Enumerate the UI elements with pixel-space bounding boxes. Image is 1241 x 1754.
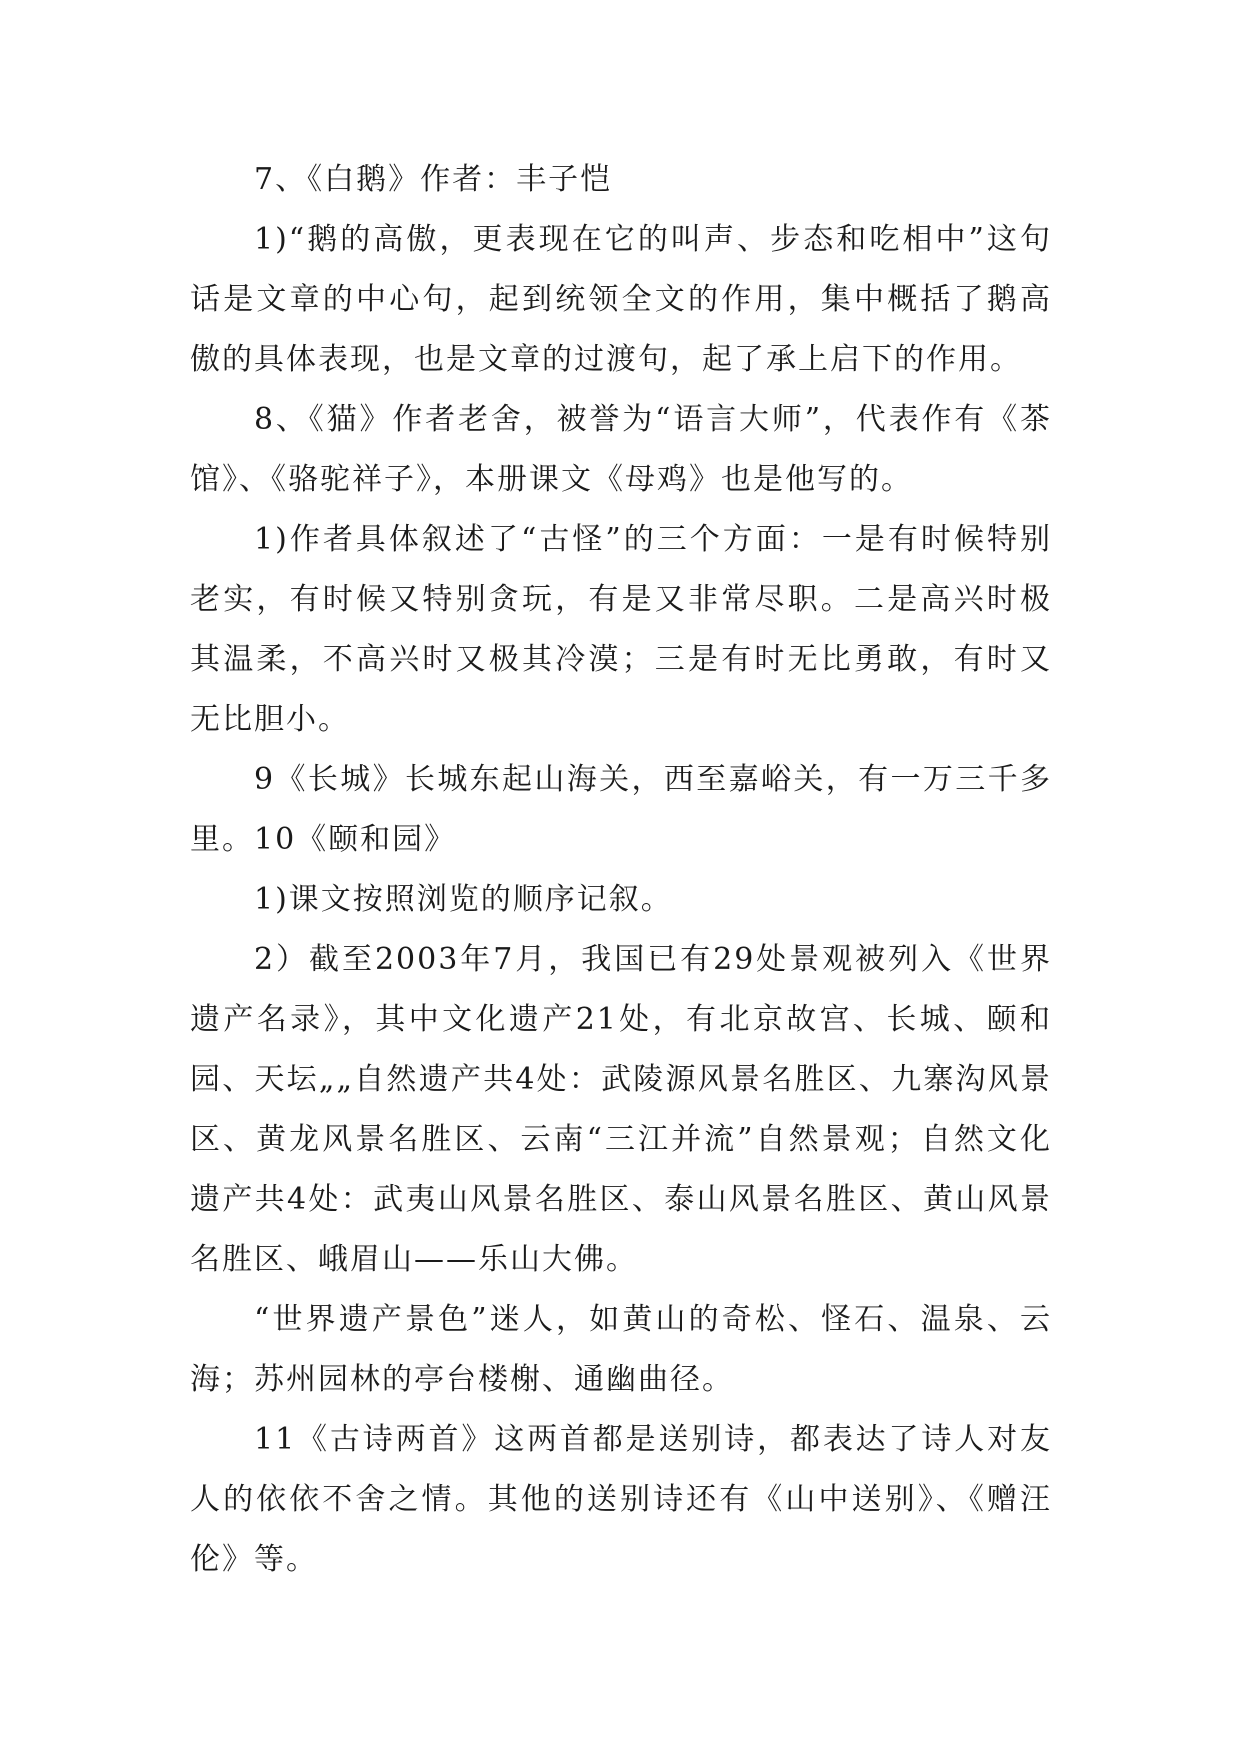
paragraph-world-heritage-scenery: “世界遗产景色”迷人，如黄山的奇松、怪石、温泉、云海；苏州园林的亭台楼榭、通幽曲径。 [190,1302,1052,1397]
paragraph-summer-palace-order: 1)课文按照浏览的顺序记叙。 [254,882,673,917]
paragraph-ancient-poems: 11《古诗两首》这两首都是送别诗，都表达了诗人对友人的依依不舍之情。其他的送别诗还有《山中送别》、《赠汪伦》等。 [190,1422,1052,1577]
paragraph-great-wall: 9《长城》长城东起山海关，西至嘉峪关，有一万三千多里。10《颐和园》 [190,762,1052,857]
paragraph-world-heritage-list: 2）截至2003年7月，我国已有29处景观被列入《世界遗产名录》，其中文化遗产21处，有北京故宫、长城、颐和园、天坛„„自然遗产共4处：武陵源风景名胜区、九寨沟风景区、黄龙风景名胜区、云南“三江并流”自然景观；自然文化遗产共4处：武夷山风景名胜区、泰山风景名胜区、黄山风景名胜区、峨眉山——乐山大佛。 [190,942,1052,1277]
paragraph-cat-strange: 1)作者具体叙述了“古怪”的三个方面：一是有时候特别老实，有时候又特别贪玩，有是又非常尽职。二是高兴时极其温柔，不高兴时又极其冷漠；三是有时无比勇敢，有时又无比胆小。 [190,522,1052,737]
paragraph-goose-central-sentence: 1)“鹅的高傲，更表现在它的叫声、步态和吃相中”这句话是文章的中心句，起到统领全文的作用，集中概括了鹅高傲的具体表现，也是文章的过渡句，起了承上启下的作用。 [190,222,1052,377]
document-body [190,150,1052,1590]
heading-white-goose: 7、《白鹅》作者：丰子恺 [254,162,613,197]
heading-cat-laoshe: 8、《猫》作者老舍，被誉为“语言大师”，代表作有《茶馆》、《骆驼祥子》，本册课文《母鸡》也是他写的。 [190,402,1052,497]
